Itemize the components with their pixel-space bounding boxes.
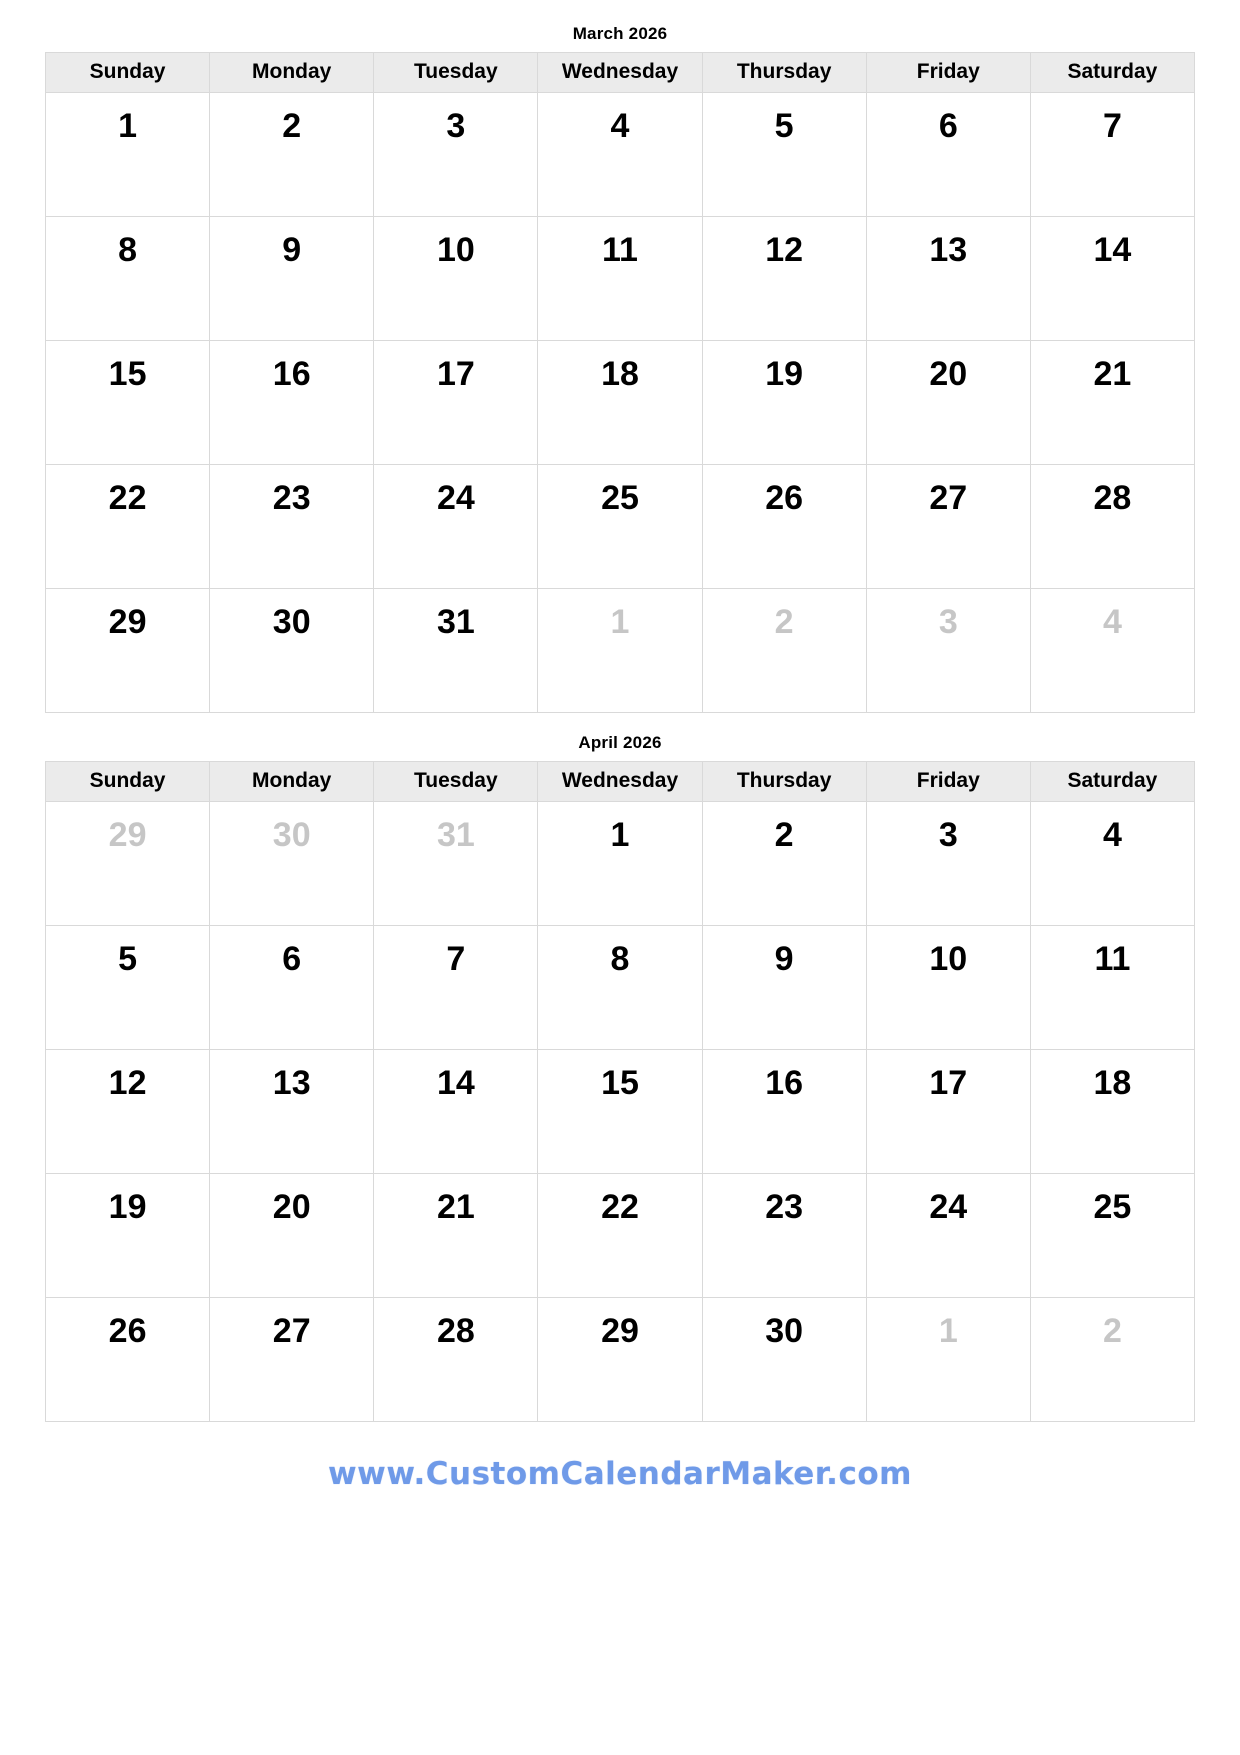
- day-cell[interactable]: 26: [702, 465, 866, 589]
- day-cell[interactable]: 10: [866, 926, 1030, 1050]
- day-cell[interactable]: 7: [1030, 93, 1194, 217]
- weekday-header-row: [46, 762, 1195, 802]
- day-cell[interactable]: 15: [46, 341, 210, 465]
- week-row: [46, 465, 1195, 589]
- month-title: March 2026: [572, 24, 668, 43]
- day-cell[interactable]: 18: [1030, 1050, 1194, 1174]
- day-cell[interactable]: 18: [538, 341, 702, 465]
- week-row: [46, 1050, 1195, 1174]
- day-cell[interactable]: 7: [374, 926, 538, 1050]
- day-cell-other-month[interactable]: 3: [866, 589, 1030, 713]
- day-cell[interactable]: 14: [374, 1050, 538, 1174]
- weekday-header-friday: Friday: [866, 53, 1030, 93]
- day-cell[interactable]: 29: [538, 1298, 702, 1422]
- day-cell[interactable]: 6: [210, 926, 374, 1050]
- weekday-header-tuesday: Tuesday: [374, 53, 538, 93]
- day-cell[interactable]: 15: [538, 1050, 702, 1174]
- day-cell[interactable]: 22: [538, 1174, 702, 1298]
- day-cell[interactable]: 24: [374, 465, 538, 589]
- day-cell[interactable]: 11: [538, 217, 702, 341]
- day-cell[interactable]: 23: [702, 1174, 866, 1298]
- weekday-header-wednesday: Wednesday: [538, 53, 702, 93]
- month-spacer: [45, 713, 1195, 727]
- day-cell-other-month[interactable]: 2: [1030, 1298, 1194, 1422]
- day-cell[interactable]: 11: [1030, 926, 1194, 1050]
- day-cell[interactable]: 4: [538, 93, 702, 217]
- day-cell-other-month[interactable]: 4: [1030, 589, 1194, 713]
- week-row: [46, 1174, 1195, 1298]
- day-cell[interactable]: 16: [210, 341, 374, 465]
- day-cell-other-month[interactable]: 2: [702, 589, 866, 713]
- day-cell[interactable]: 29: [46, 589, 210, 713]
- day-cell[interactable]: 6: [866, 93, 1030, 217]
- month-title: April 2026: [578, 733, 662, 752]
- weekday-header-friday: Friday: [866, 762, 1030, 802]
- week-row: [46, 217, 1195, 341]
- day-cell[interactable]: 27: [866, 465, 1030, 589]
- day-cell[interactable]: 28: [1030, 465, 1194, 589]
- day-cell[interactable]: 2: [210, 93, 374, 217]
- day-cell[interactable]: 27: [210, 1298, 374, 1422]
- day-cell[interactable]: 25: [1030, 1174, 1194, 1298]
- weekday-header-wednesday: Wednesday: [538, 762, 702, 802]
- week-row: [46, 341, 1195, 465]
- weekday-header-row: [46, 53, 1195, 93]
- site-url-footer[interactable]: www.CustomCalendarMaker.com: [328, 1456, 912, 1492]
- day-cell-other-month[interactable]: 31: [374, 802, 538, 926]
- day-cell[interactable]: 12: [46, 1050, 210, 1174]
- week-row: [46, 1298, 1195, 1422]
- day-cell[interactable]: 3: [866, 802, 1030, 926]
- day-cell[interactable]: 31: [374, 589, 538, 713]
- day-cell[interactable]: 1: [46, 93, 210, 217]
- day-cell[interactable]: 4: [1030, 802, 1194, 926]
- day-cell[interactable]: 24: [866, 1174, 1030, 1298]
- day-cell[interactable]: 19: [702, 341, 866, 465]
- day-cell[interactable]: 28: [374, 1298, 538, 1422]
- day-cell[interactable]: 20: [210, 1174, 374, 1298]
- day-cell[interactable]: 14: [1030, 217, 1194, 341]
- weekday-header-saturday: Saturday: [1030, 762, 1194, 802]
- day-cell[interactable]: 21: [374, 1174, 538, 1298]
- day-cell[interactable]: 1: [538, 802, 702, 926]
- month-block-april: [45, 727, 1195, 1422]
- day-cell[interactable]: 21: [1030, 341, 1194, 465]
- day-cell[interactable]: 5: [46, 926, 210, 1050]
- day-cell[interactable]: 12: [702, 217, 866, 341]
- week-row: [46, 926, 1195, 1050]
- day-cell[interactable]: 19: [46, 1174, 210, 1298]
- day-cell[interactable]: 9: [210, 217, 374, 341]
- weekday-header-monday: Monday: [210, 762, 374, 802]
- day-cell[interactable]: 8: [538, 926, 702, 1050]
- day-cell[interactable]: 3: [374, 93, 538, 217]
- day-cell-other-month[interactable]: 29: [46, 802, 210, 926]
- month-grid-april: [45, 761, 1195, 1422]
- week-row: [46, 589, 1195, 713]
- day-cell[interactable]: 22: [46, 465, 210, 589]
- day-cell[interactable]: 17: [374, 341, 538, 465]
- day-cell[interactable]: 16: [702, 1050, 866, 1174]
- day-cell[interactable]: 20: [866, 341, 1030, 465]
- day-cell[interactable]: 17: [866, 1050, 1030, 1174]
- day-cell-other-month[interactable]: 30: [210, 802, 374, 926]
- day-cell[interactable]: 13: [210, 1050, 374, 1174]
- week-row: [46, 802, 1195, 926]
- weekday-header-sunday: Sunday: [46, 762, 210, 802]
- day-cell[interactable]: 26: [46, 1298, 210, 1422]
- weekday-header-saturday: Saturday: [1030, 53, 1194, 93]
- day-cell[interactable]: 9: [702, 926, 866, 1050]
- day-cell[interactable]: 23: [210, 465, 374, 589]
- day-cell[interactable]: 30: [210, 589, 374, 713]
- weekday-header-tuesday: Tuesday: [374, 762, 538, 802]
- day-cell[interactable]: 10: [374, 217, 538, 341]
- day-cell[interactable]: 25: [538, 465, 702, 589]
- day-cell[interactable]: 2: [702, 802, 866, 926]
- day-cell[interactable]: 30: [702, 1298, 866, 1422]
- day-cell[interactable]: 8: [46, 217, 210, 341]
- day-cell-other-month[interactable]: 1: [538, 589, 702, 713]
- weekday-header-thursday: Thursday: [702, 762, 866, 802]
- month-grid-march: [45, 52, 1195, 713]
- day-cell-other-month[interactable]: 1: [866, 1298, 1030, 1422]
- month-block-march: [45, 18, 1195, 713]
- weekday-header-thursday: Thursday: [702, 53, 866, 93]
- weekday-header-monday: Monday: [210, 53, 374, 93]
- weekday-header-sunday: Sunday: [46, 53, 210, 93]
- day-cell[interactable]: 13: [866, 217, 1030, 341]
- week-row: [46, 93, 1195, 217]
- day-cell[interactable]: 5: [702, 93, 866, 217]
